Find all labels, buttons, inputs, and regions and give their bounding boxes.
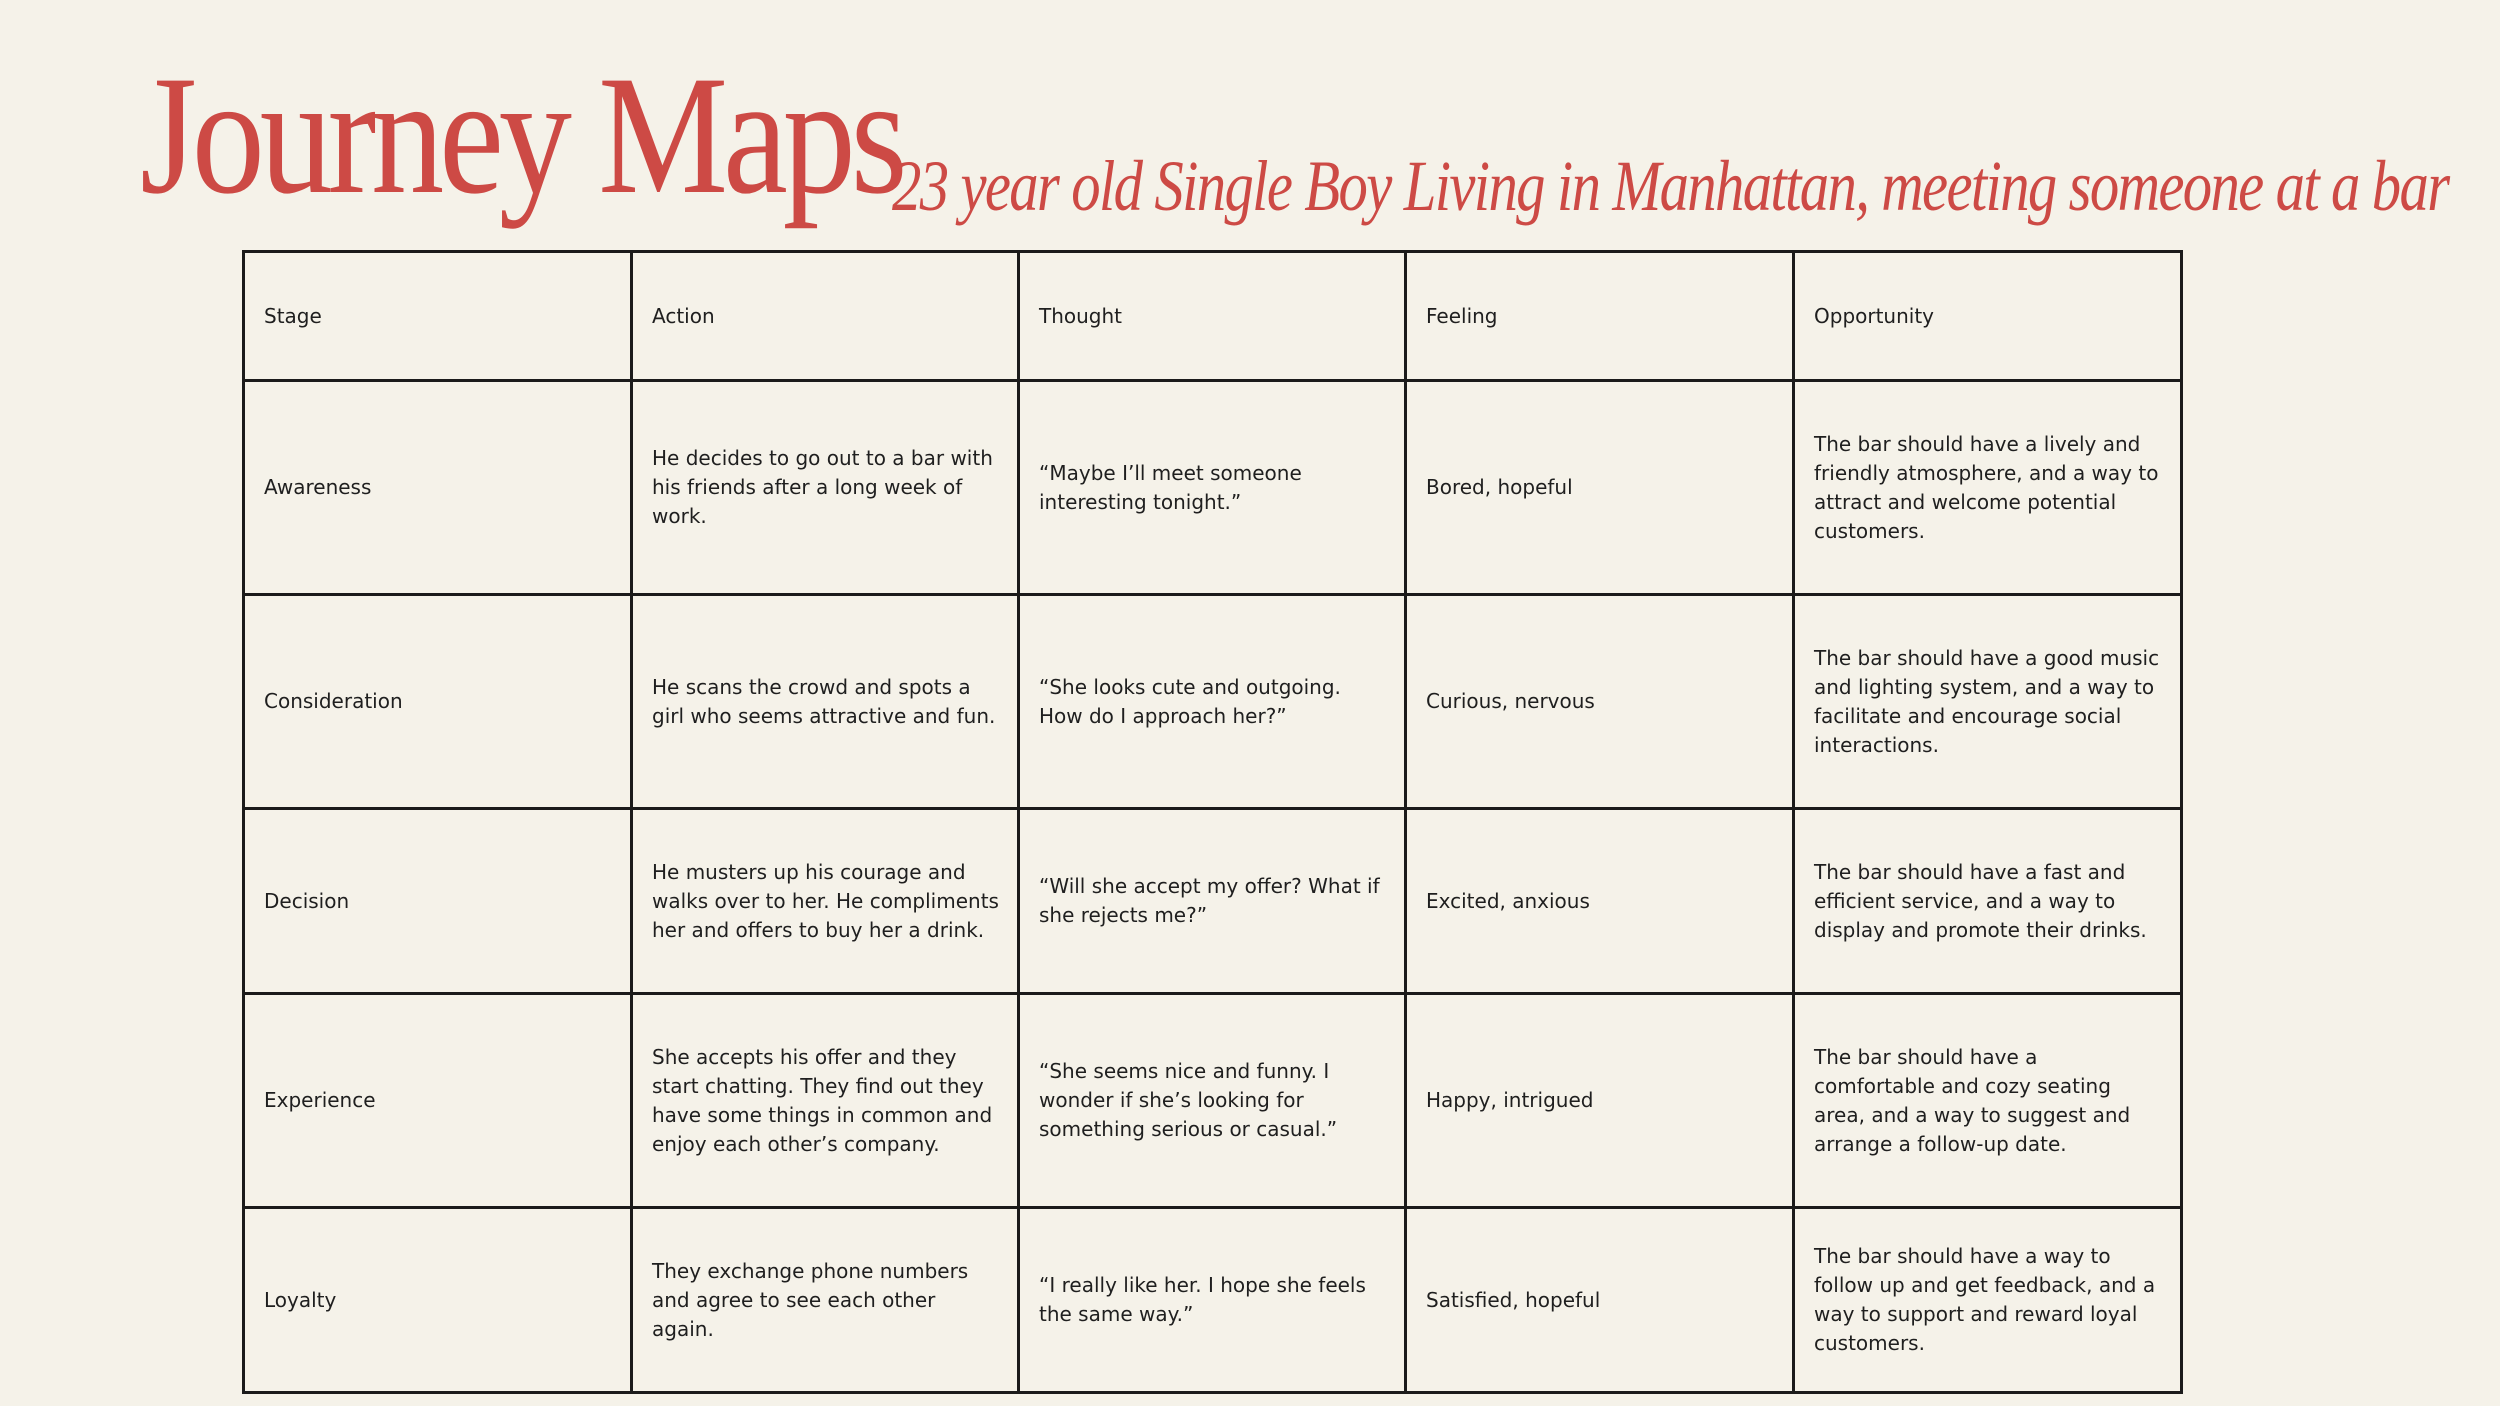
action-cell: He scans the crowd and spots a girl who seems attractive and fun.	[632, 595, 1019, 809]
feeling-cell: Curious, nervous	[1406, 595, 1794, 809]
table-row	[244, 994, 2182, 1208]
thought-cell: “Maybe I’ll meet someone interesting tonight.”	[1019, 381, 1406, 595]
thought-cell: “Will she accept my offer? What if she rejects me?”	[1019, 809, 1406, 994]
opportunity-cell: The bar should have a way to follow up and get feedback, and a way to support and reward loyal customers.	[1794, 1208, 2182, 1393]
opportunity-cell: The bar should have a good music and lighting system, and a way to facilitate and encourage social interactions.	[1794, 595, 2182, 809]
stage-cell: Experience	[244, 994, 632, 1208]
action-cell: He decides to go out to a bar with his friends after a long week of work.	[632, 381, 1019, 595]
opportunity-cell: The bar should have a lively and friendly atmosphere, and a way to attract and welcome potential customers.	[1794, 381, 2182, 595]
action-cell: They exchange phone numbers and agree to see each other again.	[632, 1208, 1019, 1393]
table-row	[244, 595, 2182, 809]
journey-map-table	[242, 250, 2183, 1394]
page-subtitle: 23 year old Single Boy Living in Manhattan, meeting someone at a bar	[892, 146, 2449, 226]
opportunity-cell: The bar should have a fast and efficient service, and a way to display and promote their drinks.	[1794, 809, 2182, 994]
stage-cell: Consideration	[244, 595, 632, 809]
page-title: Journey Maps	[140, 41, 903, 229]
thought-cell: “She seems nice and funny. I wonder if she’s looking for something serious or casual.”	[1019, 994, 1406, 1208]
column-header-action: Action	[632, 252, 1019, 381]
column-header-stage: Stage	[244, 252, 632, 381]
column-header-feeling: Feeling	[1406, 252, 1794, 381]
stage-cell: Loyalty	[244, 1208, 632, 1393]
thought-cell: “She looks cute and outgoing. How do I approach her?”	[1019, 595, 1406, 809]
stage-cell: Decision	[244, 809, 632, 994]
thought-cell: “I really like her. I hope she feels the same way.”	[1019, 1208, 1406, 1393]
feeling-cell: Satisfied, hopeful	[1406, 1208, 1794, 1393]
table-row	[244, 381, 2182, 595]
action-cell: He musters up his courage and walks over to her. He compliments her and offers to buy her a drink.	[632, 809, 1019, 994]
opportunity-cell: The bar should have a comfortable and cozy seating area, and a way to suggest and arrange a follow-up date.	[1794, 994, 2182, 1208]
feeling-cell: Bored, hopeful	[1406, 381, 1794, 595]
column-header-opportunity: Opportunity	[1794, 252, 2182, 381]
stage-cell: Awareness	[244, 381, 632, 595]
table-row	[244, 809, 2182, 994]
feeling-cell: Excited, anxious	[1406, 809, 1794, 994]
action-cell: She accepts his offer and they start chatting. They find out they have some things in common and enjoy each other’s company.	[632, 994, 1019, 1208]
feeling-cell: Happy, intrigued	[1406, 994, 1794, 1208]
column-header-thought: Thought	[1019, 252, 1406, 381]
table-header-row	[244, 252, 2182, 381]
table-row	[244, 1208, 2182, 1393]
